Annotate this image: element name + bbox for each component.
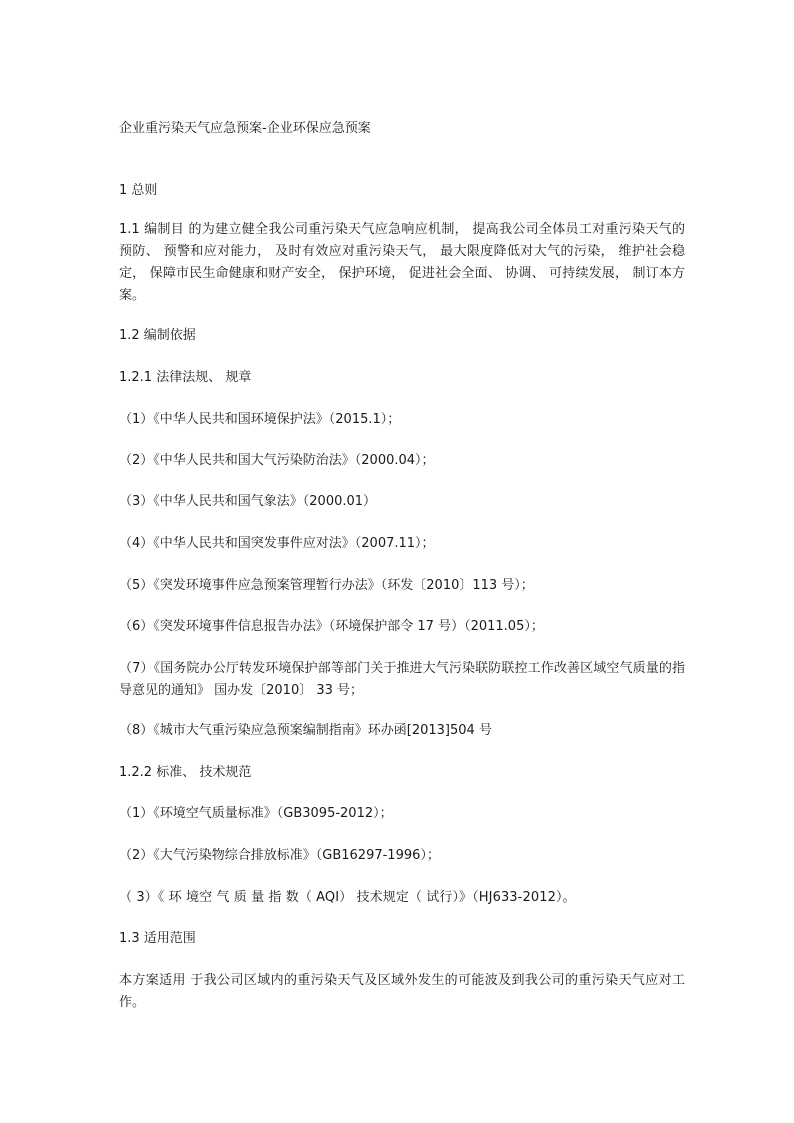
law-item-1: （1）《中华人民共和国环境保护法》（2015.1）； <box>119 412 401 427</box>
standard-item-2: （2）《大气污染物综合排放标准》（GB16297-1996）； <box>119 848 440 863</box>
law-item-2: （2）《中华人民共和国大气污染防治法》（2000.04）； <box>119 453 435 468</box>
paragraph-1-3: 本方案适用 于我公司区域内的重污染天气及区域外发生的可能波及到我公司的重污染天气应对工作。 <box>119 973 685 1010</box>
section-heading-1-2-2: 1.2.2 标准、 技术规范 <box>119 765 252 780</box>
law-item-7: （7）《国务院办公厅转发环境保护部等部门关于推进大气污染联防联控工作改善区域空气质量的指导意见的通知》 国办发〔2010〕 33 号； <box>119 661 685 698</box>
section-heading-1: 1 总则 <box>119 183 158 198</box>
law-item-4: （4）《中华人民共和国突发事件应对法》（2007.11）； <box>119 536 435 551</box>
law-item-5: （5）《突发环境事件应急预案管理暂行办法》（环发〔2010〕113 号）； <box>119 578 534 593</box>
law-item-6: （6）《突发环境事件信息报告办法》（环境保护部令 17 号）（2011.05）； <box>119 619 544 634</box>
section-heading-1-2-1: 1.2.1 法律法规、 规章 <box>119 370 252 385</box>
standard-item-1: （1）《环境空气质量标准》（GB3095-2012）； <box>119 806 393 821</box>
section-heading-1-2: 1.2 编制依据 <box>119 328 196 343</box>
law-item-8: （8）《城市大气重污染应急预案编制指南》环办函[2013]504 号 <box>119 723 492 738</box>
law-item-3: （3）《中华人民共和国气象法》（2000.01） <box>119 494 377 509</box>
standard-item-3: （ 3）《 环 境空 气 质 量 指 数（ AQI） 技术规定（ 试行）》（HJ633-2012）。 <box>119 890 576 905</box>
paragraph-1-1: 1.1 编制目 的为建立健全我公司重污染天气应急响应机制， 提高我公司全体员工对重污染天气的预防、 预警和应对能力， 及时有效应对重污染天气， 最大限度降低对大气的污染， 维护社会稳定， 保障市民生命健康和财产安全， 保护环境， 促进社会全面、 协调、 可持续发展， 制订本方案。 <box>119 222 685 303</box>
document-title: 企业重污染天气应急预案-企业环保应急预案 <box>119 121 371 136</box>
section-heading-1-3: 1.3 适用范围 <box>119 931 196 946</box>
